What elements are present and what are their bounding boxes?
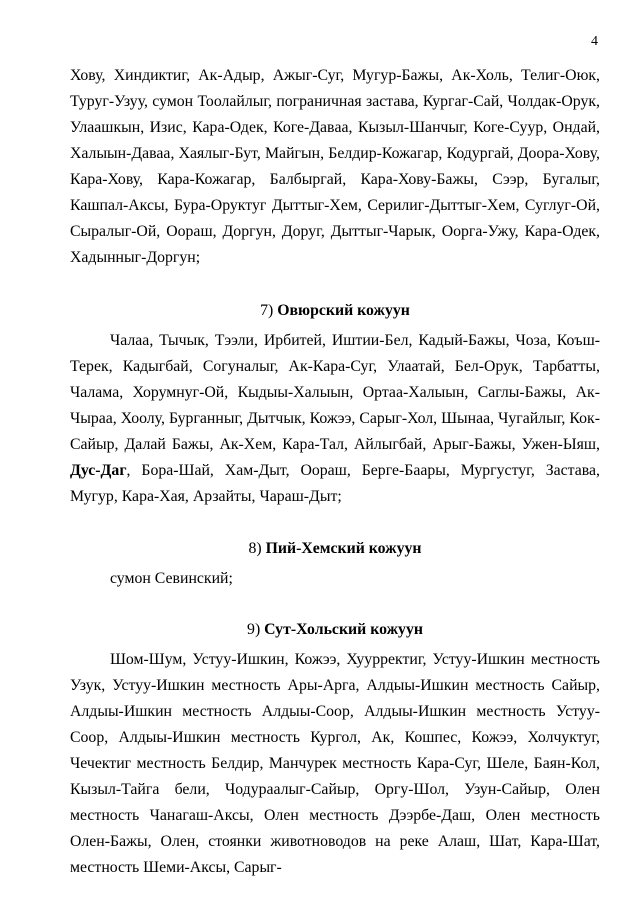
section-number: 7) — [260, 302, 274, 319]
section-paragraph-8: сумон Севинский; — [110, 570, 233, 587]
bold-place-name: Дус-Даг — [70, 462, 127, 479]
section-paragraph-9: Шом-Шум, Устуу-Ишкин, Кожээ, Хуурректиг, Устуу-Ишкин местность Узук, Устуу-Ишкин местность Ары-Арга, Алдыы-Ишкин местность Сайыр, Алдыы-Ишкин местность Алдыы-Соор, Алдыы-Ишкин местность Устуу-Соор, Алдыы-Ишкин местность Кургол, Ак, Кошпес, Кожээ, Холчуктуг, Чечектиг местность Белдир, Манчурек местность Кара-Суг, Шеле, Баян-Кол, Кызыл-Тайга бели, Чодураалыг-Сайыр, Оргу-Шол, Узун-Сайыр, Олен местность Чанагаш-Аксы, Олен местность Дээрбе-Даш, Олен местность Олен-Бажы, Олен, стоянки животноводов на реке Алаш, Шат, Кара-Шат, местность Шеми-Аксы, Сарыг- — [70, 651, 600, 876]
section-number: 8) — [248, 540, 262, 557]
section-number: 9) — [247, 621, 261, 638]
document-body — [70, 63, 600, 881]
page-number: 4 — [591, 34, 598, 49]
section-heading-7 — [70, 298, 600, 324]
section-paragraph-7: Чалаа, Тычык, Тээли, Ирбитей, Иштии-Бел, Кадый-Бажы, Чоза, Коъш-Терек, Кадыгбай, Согуналыг, Ак-Кара-Суг, Улаатай, Бел-Орук, Тарбатты, Чалама, Хорумнуг-Ой, Кыдыы-Халыын, Ортаа-Халыын, Саглы-Бажы, Ак-Чыраа, Хоолу, Бурганныг, Дытчык, Кожээ, Сарыг-Хол, Шынаа, Чугайлыг, Кок-Сайыр, Далай Бажы, Ак-Хем, Кара-Тал, Айлыгбай, Арыг-Бажы, Ужен-Ыяш, Дус-Даг, Бора-Шай, Хам-Дыт, Оораш, Берге-Баары, Мургустуг, Застава, Мугур, Кара-Хая, Арзайты, Чараш-Дыт; — [70, 332, 600, 505]
section-title: Пий-Хемский кожуун — [265, 540, 422, 557]
section-title: Овюрский кожуун — [277, 302, 410, 319]
section-heading-8 — [70, 536, 600, 562]
section-title: Сут-Хольский кожуун — [264, 621, 423, 638]
continuation-paragraph: Хову, Хиндиктиг, Ак-Адыр, Ажыг-Суг, Мугур-Бажы, Ак-Холь, Телиг-Оюк, Туруг-Узуу, сумон Тоолайлыг, пограничная застава, Кургаг-Сай, Чолдак-Орук, Улаашкын, Изис, Кара-Одек, Коге-Давaa, Кызыл-Шанчыг, Коге-Суур, Ондай, Халыын-Даваа, Хаялыг-Бут, Майгын, Белдир-Кожагар, Кодургай, Доора-Хову, Кара-Хову, Кара-Кожагар, Балбыргай, Кара-Хову-Бажы, Сээр, Бугалыг, Кашпал-Аксы, Бура-Оруктуг Дыттыг-Хем, Серилиг-Дыттыг-Хем, Суглуг-Ой, Сыралыг-Ой, Оораш, Доргун, Доруг, Дыттыг-Чарык, Оорга-Ужу, Кара-Одек, Хадынныг-Доргун; — [70, 67, 600, 266]
section-heading-9 — [70, 617, 600, 643]
